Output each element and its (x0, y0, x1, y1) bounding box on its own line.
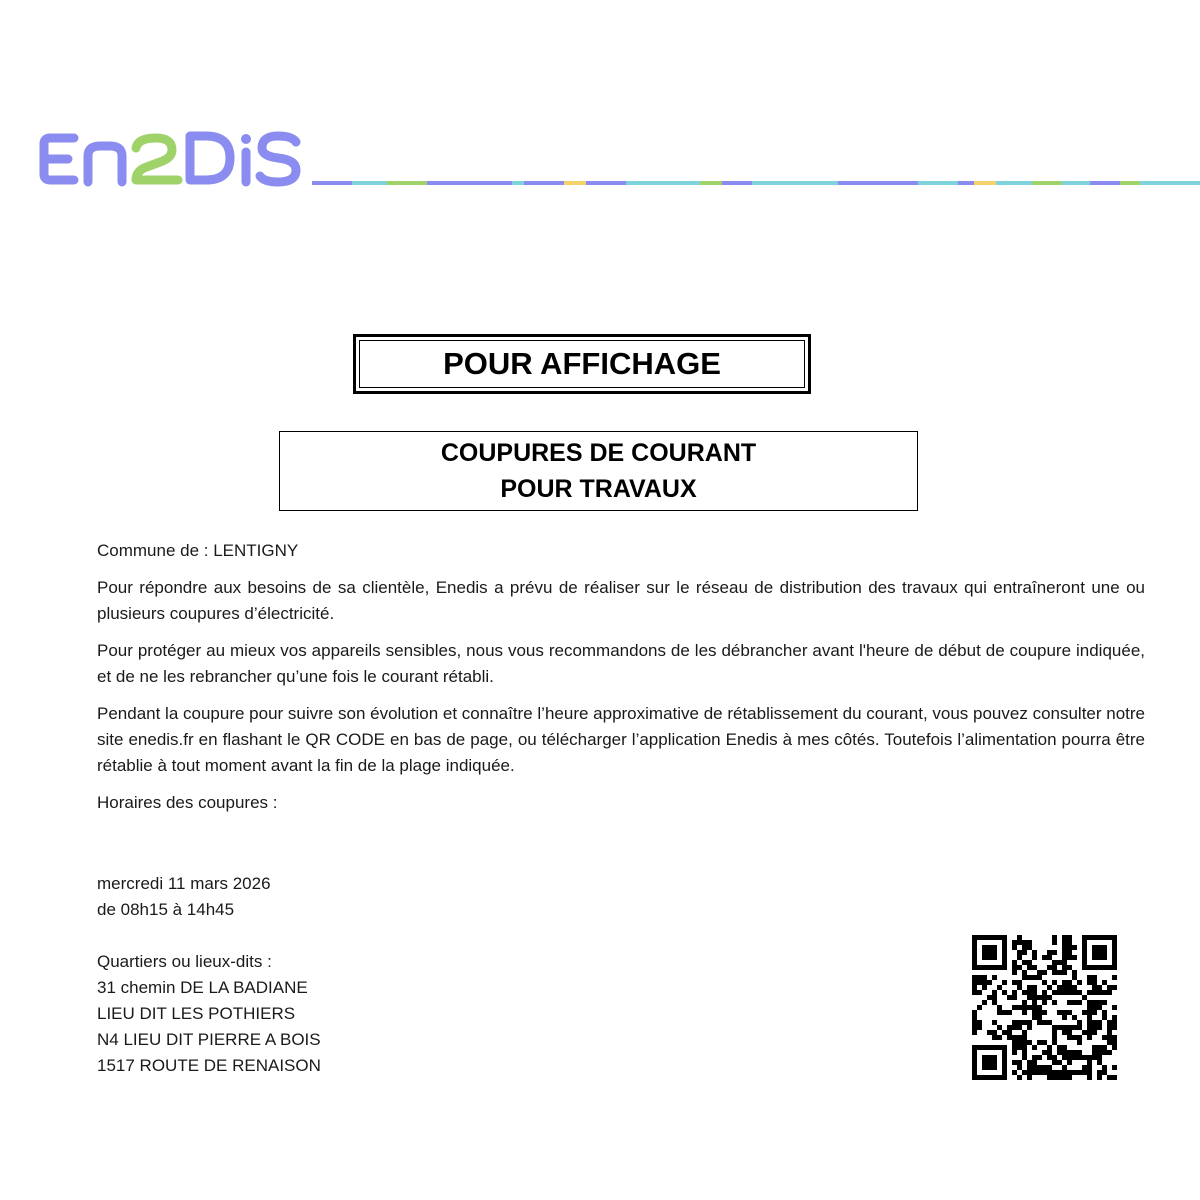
notice-body (97, 538, 1145, 827)
paragraph-works: Pour répondre aux besoins de sa clientèle, Enedis a prévu de réaliser sur le réseau de distribution des travaux qui entraîneront une ou plusieurs coupures d’électricité. (97, 578, 1145, 623)
schedule-date: mercredi 11 mars 2026 (97, 874, 271, 893)
paragraph-tracking: Pendant la coupure pour suivre son évolution et connaître l’heure approximative de rétablissement du courant, vous pouvez consulter notre site enedis.fr en flashant le QR CODE en bas de page, ou télécharger l’application Enedis à mes côtés. Toutefois l’alimentation pourra être rétablie à tout moment avant la fin de la plage indiquée. (97, 704, 1146, 775)
schedule-time: de 08h15 à 14h45 (97, 900, 235, 919)
location-item: 31 chemin DE LA BADIANE (97, 978, 308, 997)
qr-code-icon[interactable] (972, 935, 1117, 1080)
commune-line: Commune de : LENTIGNY (97, 541, 299, 560)
coupures-title-line2: POUR TRAVAUX (500, 475, 697, 503)
coupures-title-line1: COUPURES DE COURANT (440, 439, 757, 467)
paragraph-protection: Pour protéger au mieux vos appareils sensibles, nous vous recommandons de les débrancher avant l'heure de début de coupure indiquée, et de ne les rebrancher qu’une fois le courant rétabli. (97, 641, 1145, 686)
locations-label: Quartiers ou lieux-dits : (97, 952, 272, 971)
coupures-title-box (279, 431, 918, 511)
schedule-block (97, 871, 271, 923)
location-item: 1517 ROUTE DE RENAISON (97, 1056, 321, 1075)
enedis-logo (38, 126, 304, 192)
location-item: LIEU DIT LES POTHIERS (97, 1004, 296, 1023)
horaires-label: Horaires des coupures : (97, 793, 278, 812)
location-item: N4 LIEU DIT PIERRE A BOIS (97, 1030, 321, 1049)
affichage-title-box (353, 334, 811, 394)
affichage-title: POUR AFFICHAGE (359, 340, 805, 388)
locations-block (97, 949, 321, 1079)
decorative-line (312, 181, 1200, 185)
